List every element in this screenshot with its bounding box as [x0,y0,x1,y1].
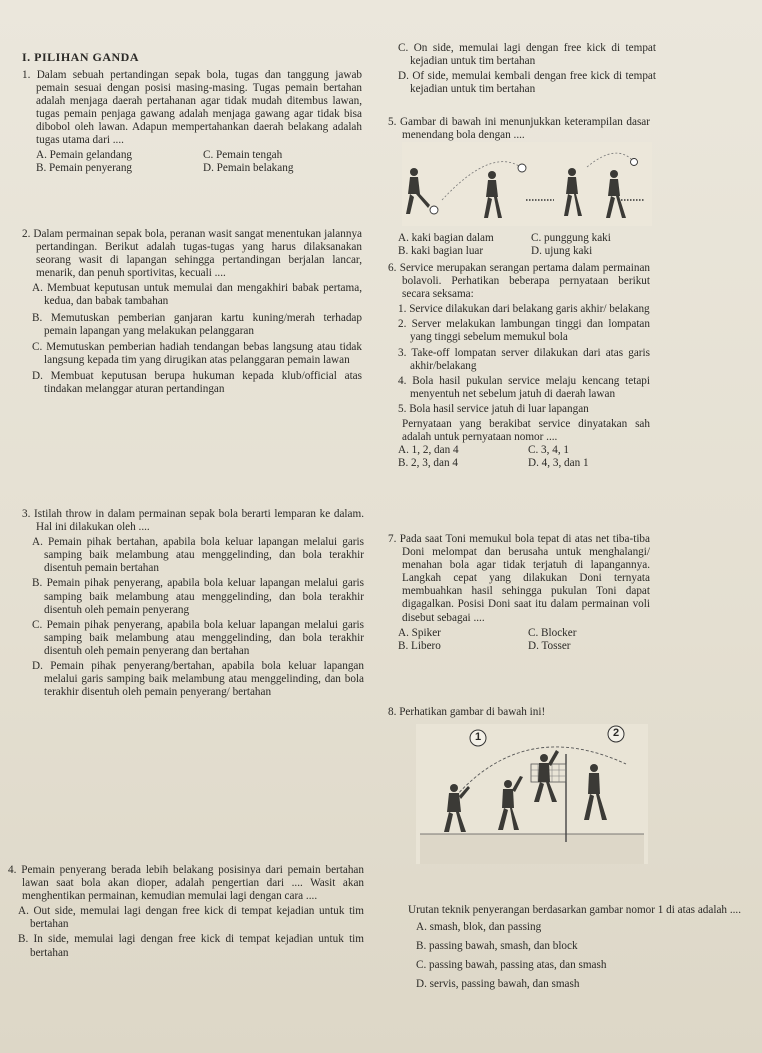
kick-illustration [402,142,652,226]
q6-option-b[interactable]: B. 2, 3, dan 4 [398,457,458,470]
q1-option-a[interactable]: A. Pemain gelandang [36,148,133,161]
question-8 [388,706,650,719]
question-7-options [388,627,650,653]
q1-option-c[interactable]: C. Pemain tengah [203,148,283,161]
question-1-options [22,149,362,175]
q8-option-a[interactable]: A. smash, blok, dan passing [416,921,542,934]
q5-option-d[interactable]: D. ujung kaki [531,245,593,258]
q7-option-b[interactable]: B. Libero [398,639,441,652]
q5-option-c[interactable]: C. punggung kaki [531,232,611,244]
q5-option-a[interactable]: A. kaki bagian dalam [398,232,494,244]
q3-option-b[interactable]: B. Pemain pihak penyerang, apabila bola keluar lapangan melalui garis samping baik melambung atau menggelinding, dan bola terakhir disentuh oleh pemain penyerang [32,577,364,616]
q1-option-d[interactable]: D. Pemain belakang [203,161,294,174]
section-title: I. PILIHAN GANDA [22,50,140,64]
question-5-options [398,232,656,258]
q6-statement-2: 2. Server melakukan lambungan tinggi dan lompatan yang tinggi sebelum memukul bola [398,318,650,344]
q6-statement-4: 4. Bola hasil pukulan service melaju kencang tetapi menyentuh net sebelum jatuh di daerah lawan [398,374,650,400]
q2-option-a[interactable]: A. Membuat keputusan untuk memulai dan mengakhiri babak pertama, kedua, dan babak tambahan [32,282,362,308]
question-6-text: 6. Service merupakan serangan pertama dalam permainan bolavoli. Perhatikan beberapa pernyataan berikut secara seksama: [388,262,650,301]
q3-option-c[interactable]: C. Pemain pihak penyerang, apabila bola keluar lapangan melalui garis samping baik melambung atau menggelinding, dan bola terakhir disentuh oleh pemain penyerang dan bertahan [32,618,364,657]
question-5 [388,116,650,142]
q8-option-b[interactable]: B. passing bawah, smash, dan block [416,940,578,953]
q6-option-a[interactable]: A. 1, 2, dan 4 [398,444,459,457]
question-3-text: 3. Istilah throw in dalam permainan sepak bola berarti lemparan ke dalam. Hal ini dilakukan oleh .... [22,508,364,534]
figure-label-1: 1 [474,731,482,743]
q6-option-c[interactable]: C. 3, 4, 1 [528,444,570,457]
q1-option-b[interactable]: B. Pemain penyerang [36,161,133,174]
question-4 [8,864,364,960]
q7-option-d[interactable]: D. Tosser [528,639,571,652]
q6-option-d[interactable]: D. 4, 3, dan 1 [528,457,589,470]
q2-option-d[interactable]: D. Membuat keputusan berupa hukuman kepada klub/official atas tindakan melanggar aturan pertandingan [32,369,362,396]
q8-option-d[interactable]: D. servis, passing bawah, dan smash [416,978,580,991]
q6-statement-3: 3. Take-off lompatan server dilakukan dari atas garis akhir/belakang [398,346,650,372]
figure-label-2: 2 [612,727,620,739]
question-7 [388,533,650,653]
q6-statement-5: 5. Bola hasil service jatuh di luar lapangan [398,402,589,415]
q4-option-a[interactable]: A. Out side, memulai lagi dengan free kick di tempat kejadian untuk tim bertahan [18,905,364,931]
question-5-text: 5. Gambar di bawah ini menunjukkan keterampilan dasar menendang bola dengan .... [388,116,650,142]
question-4-text: 4. Pemain penyerang berada lebih belakang posisinya dari pemain bertahan lawan saat bola akan dioper, adalah pengertian dari .... Wasit akan menghentikan permainan, kemudian memulai lagi dengan cara .... [8,864,364,903]
question-3 [22,508,364,699]
q7-option-c[interactable]: C. Blocker [528,626,577,639]
volleyball-illustration [416,724,648,864]
q7-option-a[interactable]: A. Spiker [398,626,441,639]
question-6-options [388,444,650,470]
q8-option-c[interactable]: C. passing bawah, passing atas, dan smash [416,959,607,972]
question-6 [388,262,650,470]
question-4-continued [388,42,656,96]
question-1 [22,69,362,175]
q5-option-b[interactable]: B. kaki bagian luar [398,245,484,258]
q4-option-c[interactable]: C. On side, memulai lagi dengan free kick di tempat kejadian untuk tim bertahan [398,42,656,68]
q6-closing: Pernyataan yang berakibat service dinyatakan sah adalah untuk pernyataan nomor .... [402,418,650,444]
question-1-text: 1. Dalam sebuah pertandingan sepak bola, tugas dan tanggung jawab pemain sesuai dengan posisi masing-masing. Tugas pemain bertahan adalah menjaga daerah pertahanan agar tidak mudah ditembus lawan, tugas pemain penjaga gawang adalah menjaga gawang agar tidak bisa dibobol oleh lawan. Adapun mempertahankan daerah belakang adalah tugas utama dari .... [22,69,362,147]
question-2 [22,228,362,396]
q2-option-b[interactable]: B. Memutuskan pemberian ganjaran kartu kuning/merah terhadap pemain lapangan yang melakukan pelanggaran [32,311,362,337]
question-8-text: 8. Perhatikan gambar di bawah ini! [388,706,546,718]
question-8-text-2: Urutan teknik penyerangan berdasarkan gambar nomor 1 di atas adalah .... [408,904,742,916]
q6-statement-1: 1. Service dilakukan dari belakang garis akhir/ belakang [398,303,650,316]
q2-option-c[interactable]: C. Memutuskan pemberian hadiah tendangan bebas langsung atau tidak langsung kepada tim yang dirugikan atas pelanggaran pemain lawan [32,340,362,366]
q4-option-d[interactable]: D. Of side, memulai kembali dengan free kick di tempat kejadian untuk tim bertahan [398,70,656,96]
q4-option-b[interactable]: B. In side, memulai lagi dengan free kick di tempat kejadian untuk tim bertahan [18,933,364,959]
question-7-text: 7. Pada saat Toni memukul bola tepat di atas net tiba-tiba Doni melompat dan berusaha untuk menghalangi/ menahan bola agar tidak terjatuh di lapangannya. Langkah cepat yang dilakukan Doni ternyata membuahkan hasil sehingga pukulan Toni dapat digagalkan. Posisi Doni saat itu dalam permainan voli disebut sebagai .... [388,533,650,624]
q3-option-d[interactable]: D. Pemain pihak penyerang/bertahan, apabila bola keluar lapangan melalui garis samping baik melambung atau menggelinding, dan bola terakhir disentuh oleh pemain penyerang/ bertahan [32,660,364,699]
question-2-text: 2. Dalam permainan sepak bola, peranan wasit sangat menentukan jalannya pertandingan. Berikut adalah tugas-tugas yang harus dilaksanakan seorang wasit di lapangan sehingga pertandingan berjalan lancar, menarik, dan penuh sportivitas, kecuali .... [22,228,362,280]
q3-option-a[interactable]: A. Pemain pihak bertahan, apabila bola keluar lapangan melalui garis samping baik melambung atau menggelinding, dan bola terakhir disentuh pemain bertahan [32,536,364,575]
question-8-continued [408,904,748,991]
